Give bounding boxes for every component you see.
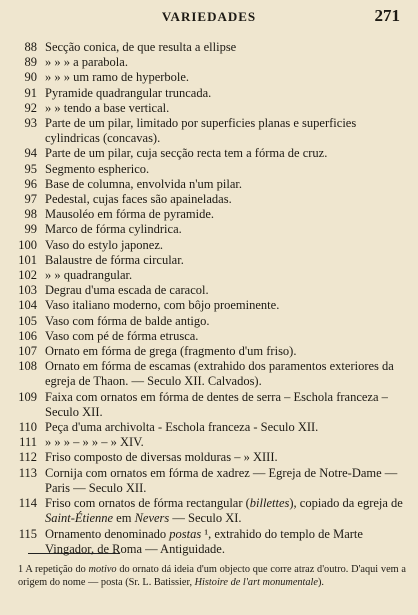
item-number: 114 <box>18 496 37 511</box>
item-number: 113 <box>18 465 37 480</box>
item-text: Secção conica, de que resulta a ellipse <box>45 40 237 54</box>
italic-place: Nevers <box>134 511 170 526</box>
item-number: 104 <box>18 298 37 313</box>
list-item <box>7 314 405 329</box>
item-number: 89 <box>24 55 37 70</box>
italic-place: Saint-Étienne <box>45 511 114 526</box>
item-text <box>45 496 405 526</box>
list-item <box>7 450 405 465</box>
item-text: » » tendo a base vertical. <box>45 100 170 115</box>
list-item <box>7 496 405 526</box>
item-number: 96 <box>24 176 37 191</box>
list-item <box>7 40 405 55</box>
list-item <box>7 192 405 207</box>
item-text: Vaso com pé de fórma etrusca. <box>45 328 199 343</box>
item-number: 95 <box>24 161 37 176</box>
item-number: 93 <box>24 116 37 131</box>
item-number: 103 <box>18 283 37 298</box>
list-item <box>7 359 405 389</box>
item-number: 100 <box>18 237 37 252</box>
item-text: Ornato em fórma de grega (fragmento d'um friso). <box>45 344 297 359</box>
item-text: Degrau d'uma escada de caracol. <box>45 283 209 298</box>
figure-list <box>7 40 405 557</box>
footnote-italic: motivo <box>88 564 117 575</box>
list-item <box>7 390 405 420</box>
item-number: 107 <box>18 344 37 359</box>
item-text: Balaustre de fórma circular. <box>45 252 184 267</box>
item-text: Segmento espherico. <box>45 161 150 176</box>
footnote-book-title: Histoire de l'art monumentale <box>194 576 318 588</box>
item-text: Vaso do estylo japonez. <box>45 237 164 252</box>
list-item <box>7 283 405 298</box>
footnote-text: do ornato dá ideia d'um objecto que corre atraz d'outro. D'aqui vem a origem do nome — posta (Sr. L. Batissier, <box>18 564 406 588</box>
item-text: Pedestal, cujas faces são apaineladas. <box>45 192 232 207</box>
list-item <box>7 435 405 450</box>
item-number: 106 <box>18 328 37 343</box>
list-item <box>7 420 405 435</box>
item-number: 105 <box>18 313 37 328</box>
item-text: Base de columna, envolvida n'um pilar. <box>45 176 242 191</box>
italic-term: postas <box>169 526 202 541</box>
item-text: Pyramide quadrangular truncada. <box>45 85 212 100</box>
item-text: Mausoléo em fórma de pyramide. <box>45 207 215 222</box>
item-number: 108 <box>18 359 37 374</box>
list-item <box>7 222 405 237</box>
list-item <box>7 70 405 85</box>
list-item <box>7 55 405 70</box>
text-run: ¹, extrahido do templo de Marte Vingador, de Roma — Antiguidade. <box>45 526 363 556</box>
item-text: Parte de um pilar, cuja secção recta tem a fórma de cruz. <box>45 146 328 161</box>
item-number: 91 <box>24 85 37 100</box>
footnote <box>18 564 406 589</box>
footnote-rule <box>28 553 120 554</box>
item-text: » » » um ramo de hyperbole. <box>45 70 190 85</box>
item-number: 92 <box>24 100 37 115</box>
list-item <box>7 101 405 116</box>
list-item <box>7 466 405 496</box>
item-text: Marco de fórma cylindrica. <box>45 222 182 237</box>
list-item <box>7 298 405 313</box>
list-item <box>7 238 405 253</box>
item-text: Peça d'uma archivolta - Eschola franceza - Seculo XII. <box>45 420 319 435</box>
running-title: VARIEDADES <box>161 9 257 24</box>
list-item <box>7 253 405 268</box>
footnote-text: 1 A repetição do <box>18 564 89 575</box>
item-number: 88 <box>24 40 37 54</box>
item-number: 102 <box>18 268 37 283</box>
item-text: » » quadrangular. <box>45 268 133 283</box>
running-header <box>0 6 418 28</box>
item-text: Vaso italiano moderno, com bôjo proeminente. <box>45 298 280 313</box>
item-text: Ornato em fórma de escamas (extrahido dos paramentos exteriores da egreja de Thaon. — Seculo XII. Calvados). <box>45 359 394 389</box>
text-run: Ornamento denominado <box>45 526 170 541</box>
item-text: Faixa com ornatos em fórma de dentes de serra – Eschola franceza –Seculo XII. <box>45 389 388 419</box>
page-number: 271 <box>374 6 400 25</box>
text-run: Friso com ornatos de fórma rectangular ( <box>45 496 250 511</box>
footnote-text: ). <box>318 576 325 588</box>
item-number: 115 <box>18 526 37 541</box>
item-text: Cornija com ornatos em fórma de xadrez — Egreja de Notre-Dame — Paris — Seculo XII. <box>45 465 398 495</box>
italic-term: billettes <box>249 496 290 511</box>
list-item <box>7 146 405 161</box>
list-item <box>7 116 405 146</box>
item-number: 98 <box>24 207 37 222</box>
item-number: 110 <box>18 420 37 435</box>
list-item <box>7 207 405 222</box>
item-number: 94 <box>24 146 37 161</box>
list-item <box>7 344 405 359</box>
item-text: » » » a parabola. <box>45 55 128 70</box>
item-number: 109 <box>18 389 37 404</box>
item-number: 97 <box>24 192 37 207</box>
text-run: em <box>113 511 135 526</box>
text-run: ), copiado da egreja de <box>289 496 403 511</box>
item-text: » » » – » » – » XIV. <box>45 435 144 450</box>
item-text: Vaso com fórma de balde antigo. <box>45 313 210 328</box>
item-number: 111 <box>19 435 37 450</box>
list-item <box>7 177 405 192</box>
item-text: Parte de um pilar, limitado por superficies planas e superficies cylindricas (concavas). <box>45 116 357 146</box>
list-item <box>7 86 405 101</box>
item-number: 112 <box>18 450 37 465</box>
item-text: Friso composto de diversas molduras – » XIII. <box>45 450 278 465</box>
list-item <box>7 162 405 177</box>
item-number: 101 <box>18 252 37 267</box>
list-item <box>7 329 405 344</box>
item-number: 99 <box>24 222 37 237</box>
text-run: — Seculo XI. <box>169 511 242 526</box>
list-item <box>7 268 405 283</box>
item-number: 90 <box>24 70 37 85</box>
